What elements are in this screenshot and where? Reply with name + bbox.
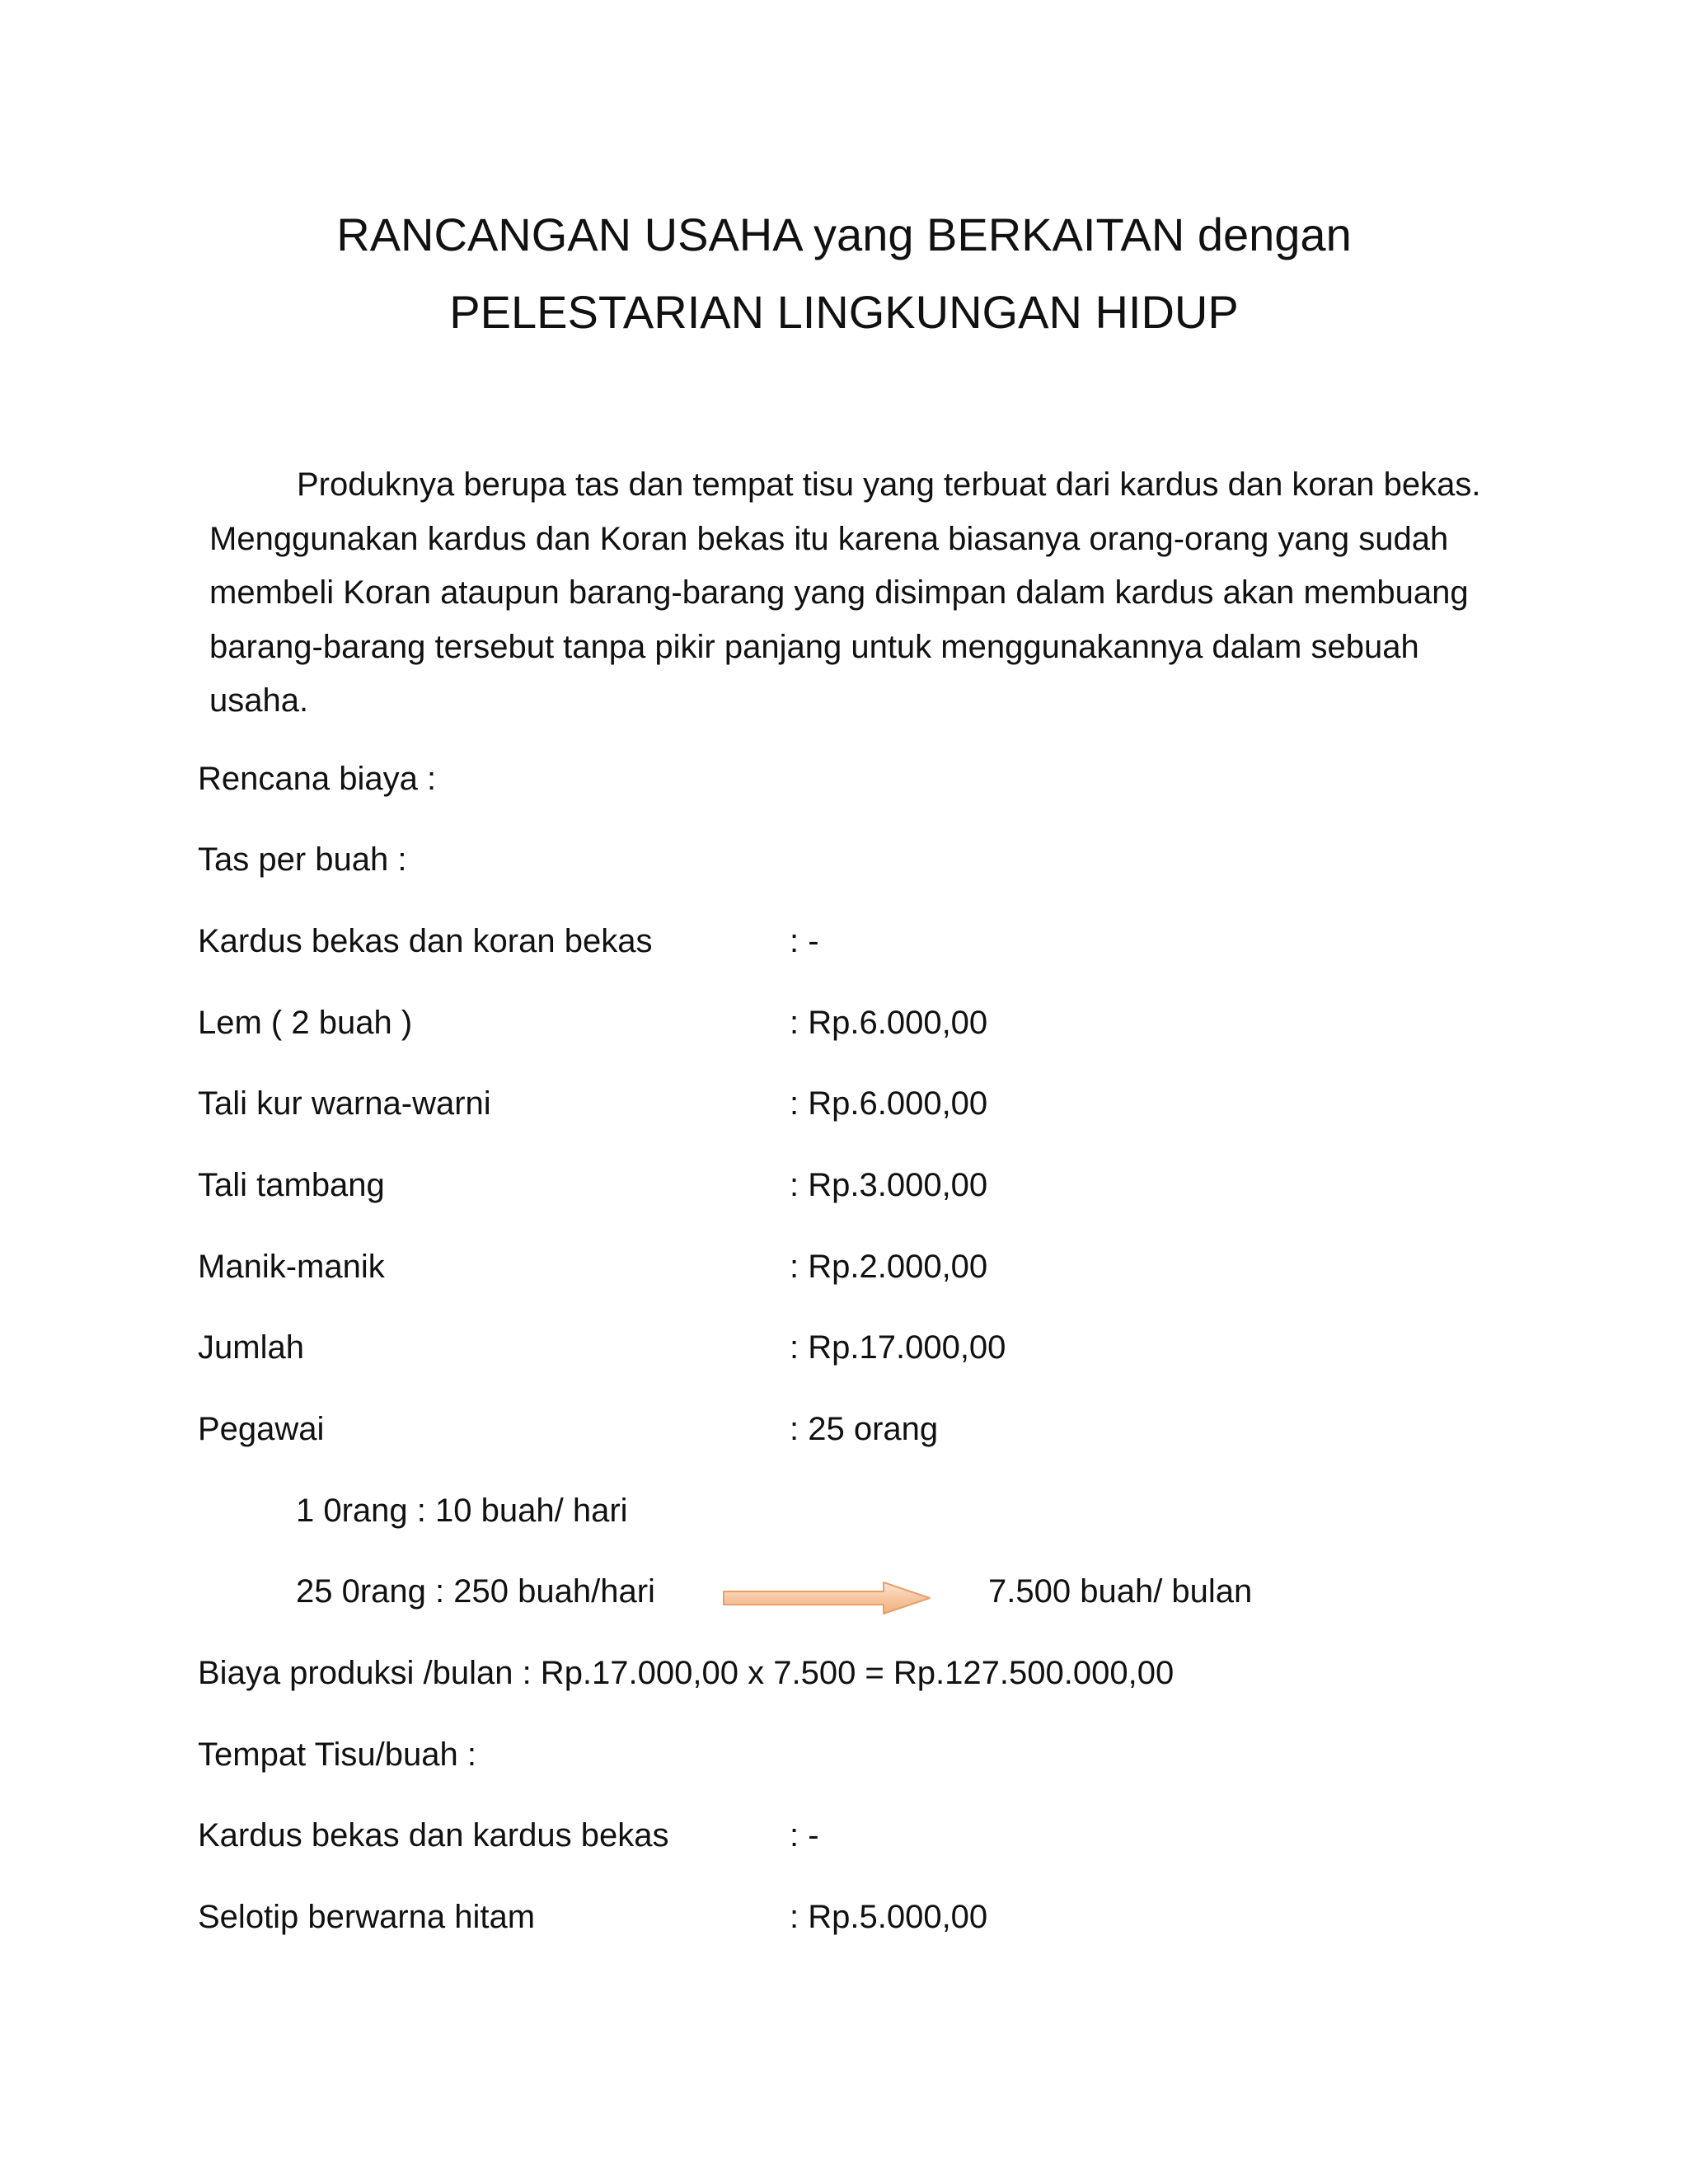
tas-item-label-pegawai: Pegawai <box>198 1411 325 1447</box>
document-title <box>0 196 1688 351</box>
per-bulan-output: 7.500 buah/ bulan <box>988 1573 1253 1610</box>
tas-item-label-lem: Lem ( 2 buah ) <box>198 1005 413 1041</box>
tas-item-label-jumlah: Jumlah <box>198 1329 304 1366</box>
tisu-item-value-selotip: : Rp.5.000,00 <box>790 1899 988 1935</box>
tas-item-value-pegawai: : 25 orang <box>790 1411 939 1447</box>
tas-item-label-kardus: Kardus bekas dan koran bekas <box>198 923 653 959</box>
tisu-heading: Tempat Tisu/buah : <box>198 1736 476 1773</box>
rencana-biaya-heading: Rencana biaya : <box>198 761 437 797</box>
intro-text: Produknya berupa tas dan tempat tisu yang terbuat dari kardus dan koran bekas. Menggunakan kardus dan Koran bekas itu karena biasanya orang-orang yang sudah membeli Koran ataupun barang-barang yang disimpan dalam kardus akan membuang barang-barang tersebut tanpa pikir panjang untuk menggunakannya dalam sebuah usaha. <box>209 466 1481 719</box>
tas-item-value-lem: : Rp.6.000,00 <box>790 1005 988 1041</box>
tas-item-value-tali-tambang: : Rp.3.000,00 <box>790 1167 988 1203</box>
total-orang-rate: 25 0rang : 250 buah/hari <box>296 1573 655 1610</box>
tisu-item-label-kardus: Kardus bekas dan kardus bekas <box>198 1817 669 1854</box>
biaya-produksi: Biaya produksi /bulan : Rp.17.000,00 x 7.500 = Rp.127.500.000,00 <box>198 1655 1175 1691</box>
per-orang-rate: 1 0rang : 10 buah/ hari <box>296 1493 628 1529</box>
right-arrow-icon <box>722 1580 933 1616</box>
tas-item-label-manik: Manik-manik <box>198 1249 385 1285</box>
tas-item-label-tali-tambang: Tali tambang <box>198 1167 385 1203</box>
title-line-2: PELESTARIAN LINGKUNGAN HIDUP <box>449 286 1239 338</box>
tas-item-value-kardus: : - <box>790 923 819 959</box>
intro-paragraph <box>209 458 1495 729</box>
tas-item-value-jumlah: : Rp.17.000,00 <box>790 1329 1006 1366</box>
tas-item-value-manik: : Rp.2.000,00 <box>790 1249 988 1285</box>
tisu-item-value-kardus: : - <box>790 1817 819 1854</box>
tas-heading: Tas per buah : <box>198 841 407 878</box>
tas-item-label-tali-kur: Tali kur warna-warni <box>198 1085 491 1122</box>
tisu-item-label-selotip: Selotip berwarna hitam <box>198 1899 536 1935</box>
title-line-1: RANCANGAN USAHA yang BERKAITAN dengan <box>336 209 1352 260</box>
tas-item-value-tali-kur: : Rp.6.000,00 <box>790 1085 988 1122</box>
